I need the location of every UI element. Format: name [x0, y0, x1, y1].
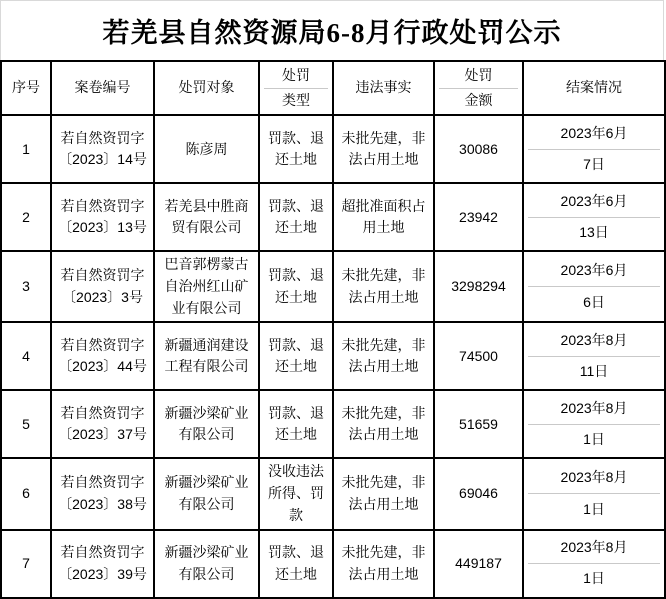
header-penalty-amount-line2: 金额	[464, 91, 493, 108]
table-row	[1, 183, 665, 251]
page-title: 若羌县自然资源局6-8月行政处罚公示	[0, 0, 664, 60]
violation-facts: 未批先建，非法占用土地	[333, 115, 434, 183]
penalty-target: 新疆沙梁矿业有限公司	[154, 390, 259, 458]
violation-facts: 超批准面积占用土地	[333, 183, 434, 251]
violation-facts: 未批先建，非法占用土地	[333, 322, 434, 390]
row-index: 5	[1, 390, 51, 458]
closure-status-cell	[523, 458, 665, 529]
violation-facts: 未批先建，非法占用土地	[333, 458, 434, 529]
header-index: 序号	[1, 61, 51, 115]
closure-month: 2023年8月	[528, 393, 660, 425]
penalty-amount: 69046	[434, 458, 523, 529]
penalty-amount: 30086	[434, 115, 523, 183]
violation-facts: 未批先建，非法占用土地	[333, 390, 434, 458]
penalty-amount: 51659	[434, 390, 523, 458]
penalty-amount: 74500	[434, 322, 523, 390]
penalty-amount: 449187	[434, 530, 523, 598]
closure-day: 1日	[583, 570, 605, 587]
penalty-type: 罚款、退还土地	[259, 183, 333, 251]
case-number: 若自然资罚字〔2023〕39号	[51, 530, 154, 598]
penalty-type: 罚款、退还土地	[259, 530, 333, 598]
row-index: 4	[1, 322, 51, 390]
closure-status-cell	[523, 530, 665, 598]
penalty-type: 罚款、退还土地	[259, 322, 333, 390]
table-row	[1, 115, 665, 183]
table-row	[1, 458, 665, 529]
row-index: 3	[1, 251, 51, 322]
penalty-type: 没收违法所得、罚款	[259, 458, 333, 529]
case-number: 若自然资罚字〔2023〕14号	[51, 115, 154, 183]
case-number: 若自然资罚字〔2023〕37号	[51, 390, 154, 458]
penalty-target: 新疆沙梁矿业有限公司	[154, 458, 259, 529]
penalty-type: 罚款、退还土地	[259, 390, 333, 458]
closure-month: 2023年8月	[528, 325, 660, 357]
closure-status-cell	[523, 251, 665, 322]
closure-day: 13日	[579, 224, 609, 241]
header-penalty-type	[259, 61, 333, 115]
table-row	[1, 251, 665, 322]
penalty-table	[0, 60, 666, 599]
penalty-target: 新疆沙梁矿业有限公司	[154, 530, 259, 598]
violation-facts: 未批先建，非法占用土地	[333, 251, 434, 322]
case-number: 若自然资罚字〔2023〕38号	[51, 458, 154, 529]
penalty-target: 若羌县中胜商贸有限公司	[154, 183, 259, 251]
closure-day: 1日	[583, 500, 605, 517]
closure-status-cell	[523, 322, 665, 390]
violation-facts: 未批先建，非法占用土地	[333, 530, 434, 598]
header-penalty-target: 处罚对象	[154, 61, 259, 115]
row-index: 2	[1, 183, 51, 251]
header-penalty-type-line1: 处罚	[264, 64, 328, 89]
header-closure-status: 结案情况	[523, 61, 665, 115]
closure-month: 2023年8月	[528, 533, 660, 565]
penalty-amount: 3298294	[434, 251, 523, 322]
header-penalty-amount	[434, 61, 523, 115]
row-index: 7	[1, 530, 51, 598]
header-case-number: 案卷编号	[51, 61, 154, 115]
closure-month: 2023年6月	[528, 256, 660, 288]
penalty-target: 新疆通润建设工程有限公司	[154, 322, 259, 390]
header-penalty-type-line2: 类型	[282, 91, 310, 108]
closure-status-cell	[523, 115, 665, 183]
table-row	[1, 322, 665, 390]
header-violation-facts: 违法事实	[333, 61, 434, 115]
closure-day: 1日	[583, 431, 605, 448]
header-row	[1, 61, 665, 115]
closure-month: 2023年6月	[528, 186, 660, 218]
table-row	[1, 530, 665, 598]
closure-day: 11日	[579, 363, 609, 380]
header-penalty-amount-line1: 处罚	[439, 64, 518, 89]
penalty-target: 陈彦周	[154, 115, 259, 183]
row-index: 6	[1, 458, 51, 529]
penalty-type: 罚款、退还土地	[259, 251, 333, 322]
closure-day: 7日	[583, 156, 605, 173]
penalty-type: 罚款、退还土地	[259, 115, 333, 183]
closure-month: 2023年6月	[528, 118, 660, 150]
table-row	[1, 390, 665, 458]
case-number: 若自然资罚字〔2023〕3号	[51, 251, 154, 322]
closure-month: 2023年8月	[528, 463, 660, 495]
closure-day: 6日	[583, 293, 605, 310]
row-index: 1	[1, 115, 51, 183]
case-number: 若自然资罚字〔2023〕44号	[51, 322, 154, 390]
closure-status-cell	[523, 390, 665, 458]
penalty-amount: 23942	[434, 183, 523, 251]
case-number: 若自然资罚字〔2023〕13号	[51, 183, 154, 251]
closure-status-cell	[523, 183, 665, 251]
penalty-target: 巴音郭楞蒙古自治州红山矿业有限公司	[154, 251, 259, 322]
